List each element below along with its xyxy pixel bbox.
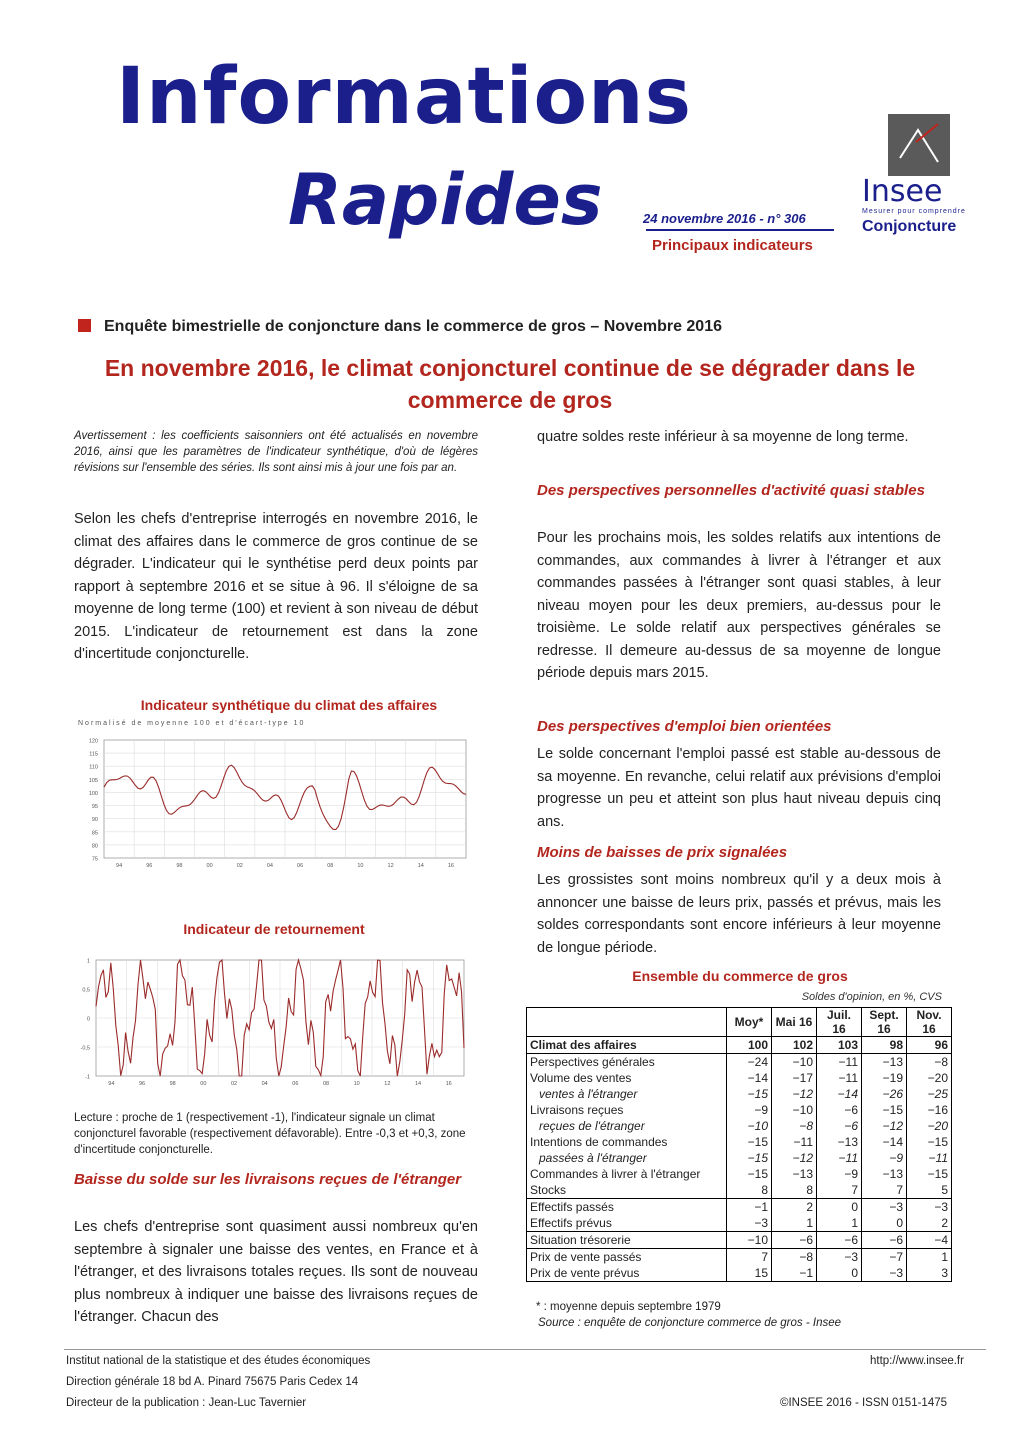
- logo-series: Conjoncture: [862, 218, 957, 235]
- y-tick-label: 85: [91, 830, 98, 837]
- row-value: 0: [862, 1215, 907, 1232]
- chart2-title: Indicateur de retournement: [183, 921, 365, 937]
- row-value: −3: [907, 1199, 952, 1216]
- row-value: −9: [817, 1166, 862, 1182]
- y-tick-label: -1: [85, 1074, 90, 1081]
- x-tick-label: 06: [297, 863, 304, 869]
- row-value: −6: [817, 1118, 862, 1134]
- row-value: −15: [727, 1086, 772, 1102]
- row-value: −16: [907, 1102, 952, 1118]
- masthead-subtitle: Rapides: [288, 159, 603, 241]
- row-value: −9: [727, 1102, 772, 1118]
- row-value: −15: [907, 1134, 952, 1150]
- row-label: Prix de vente prévus: [527, 1265, 727, 1282]
- x-tick-label: 12: [387, 863, 394, 869]
- table-row: [527, 1232, 952, 1249]
- table-header-cell: Moy*: [727, 1008, 772, 1037]
- row-value: −15: [907, 1166, 952, 1182]
- row-label: reçues de l'étranger: [527, 1118, 727, 1134]
- x-tick-label: 96: [138, 1081, 146, 1087]
- table-row: [527, 1199, 952, 1216]
- row-value: −15: [727, 1166, 772, 1182]
- series-label: Principaux indicateurs: [652, 237, 813, 254]
- row-label: Effectifs passés: [527, 1199, 727, 1216]
- y-tick-label: 110: [89, 764, 98, 771]
- y-tick-label: 115: [89, 751, 98, 758]
- footer-rule: [64, 1349, 986, 1350]
- section-heading-prix: Moins de baisses de prix signalées: [537, 844, 788, 861]
- row-value: −13: [772, 1166, 817, 1182]
- table-header-cell: Nov. 16: [907, 1008, 952, 1037]
- row-value: −10: [772, 1102, 817, 1118]
- logo-name: Insee: [862, 174, 943, 209]
- x-tick-label: 16: [445, 1081, 452, 1087]
- indicators-table: [526, 1007, 952, 1282]
- paragraph-livraisons: Les chefs d'entreprise sont quasiment aussi nombreux qu'en septembre à signaler une baisse des ventes, en France et à l'étranger, et des livraisons totales reçues. Ils sont de nouveau plus nombreux à indiquer une baisse des livraisons reçues de l'étranger. Chacun des: [74, 1219, 478, 1325]
- row-value: −6: [817, 1102, 862, 1118]
- paragraph-prix: Les grossistes sont moins nombreux qu'il y a deux mois à annoncer une baisse de leurs prix, passés et prévus, mais les soldes correspondants sont encore inférieurs à leur moyenne de longue période.: [537, 872, 941, 956]
- row-value: −12: [772, 1086, 817, 1102]
- x-tick-label: 14: [414, 1081, 422, 1087]
- x-tick-label: 12: [384, 1081, 391, 1087]
- y-tick-label: -0,5: [80, 1045, 90, 1052]
- x-tick-label: 94: [116, 863, 123, 869]
- row-value: −24: [727, 1054, 772, 1071]
- row-value: −3: [862, 1199, 907, 1216]
- x-tick-label: 06: [292, 1081, 299, 1087]
- row-value: −3: [727, 1215, 772, 1232]
- row-label: Intentions de commandes: [527, 1134, 727, 1150]
- row-label: Effectifs prévus: [527, 1215, 727, 1232]
- x-tick-label: 94: [108, 1081, 115, 1087]
- row-value: 0: [817, 1199, 862, 1216]
- table-footnote: * : moyenne depuis septembre 1979: [536, 1301, 721, 1313]
- table-row: [527, 1102, 952, 1118]
- x-tick-label: 98: [169, 1081, 176, 1087]
- y-tick-label: 95: [91, 804, 98, 811]
- x-tick-label: 02: [230, 1081, 238, 1087]
- row-label: Climat des affaires: [527, 1037, 727, 1054]
- y-tick-label: 105: [88, 777, 98, 784]
- row-value: −8: [772, 1249, 817, 1266]
- y-tick-label: 90: [91, 817, 98, 824]
- insee-logo-icon: [888, 114, 950, 176]
- row-value: 96: [907, 1037, 952, 1054]
- table-row: [527, 1249, 952, 1266]
- headline: En novembre 2016, le climat conjoncturel continue de se dégrader dans le commerce de gros: [104, 355, 916, 413]
- footer-url-link[interactable]: http://www.insee.fr: [870, 1355, 964, 1367]
- row-value: 5: [907, 1182, 952, 1199]
- row-value: −11: [817, 1150, 862, 1166]
- row-value: 100: [727, 1037, 772, 1054]
- footer-director: Directeur de la publication : Jean-Luc Tavernier: [66, 1397, 307, 1409]
- x-tick-label: 04: [261, 1081, 268, 1087]
- row-value: −15: [727, 1134, 772, 1150]
- intro-paragraph: Selon les chefs d'entreprise interrogés en novembre 2016, le climat des affaires dans le commerce de gros continue de se dégrader. L'indicateur qui le synthétise perd deux points par rapport à septembre 2016 et se situe à 96. Il s'éloigne de sa moyenne de long terme (100) et revient à son niveau de début 2015. L'indicateur de retournement est dans la zone d'incertitude conjoncturelle.: [74, 511, 478, 662]
- climate-indicator-chart: [74, 732, 478, 874]
- x-tick-label: 04: [266, 863, 273, 869]
- x-tick-label: 96: [146, 863, 153, 869]
- x-tick-label: 98: [176, 863, 183, 869]
- row-value: 98: [862, 1037, 907, 1054]
- table-header-row: [527, 1008, 952, 1037]
- y-tick-label: 0: [86, 1016, 90, 1023]
- y-tick-label: 1: [86, 958, 90, 965]
- row-label: Perspectives générales: [527, 1054, 727, 1071]
- issue-date: 24 novembre 2016 - n° 306: [643, 211, 806, 226]
- table-row: [527, 1134, 952, 1150]
- row-value: −4: [907, 1232, 952, 1249]
- row-label: Livraisons reçues: [527, 1102, 727, 1118]
- table-row: [527, 1086, 952, 1102]
- table-row: [527, 1265, 952, 1282]
- row-value: −12: [772, 1150, 817, 1166]
- row-label: Volume des ventes: [527, 1070, 727, 1086]
- table-header-cell: Juil. 16: [817, 1008, 862, 1037]
- row-value: −11: [907, 1150, 952, 1166]
- row-value: −12: [862, 1118, 907, 1134]
- row-value: 103: [817, 1037, 862, 1054]
- row-value: 8: [772, 1182, 817, 1199]
- row-value: −10: [772, 1054, 817, 1071]
- table-row: [527, 1054, 952, 1071]
- y-tick-label: 100: [88, 790, 98, 797]
- row-label: passées à l'étranger: [527, 1150, 727, 1166]
- table-row: [527, 1037, 952, 1054]
- table-row: [527, 1166, 952, 1182]
- row-value: 1: [817, 1215, 862, 1232]
- x-tick-label: 16: [447, 863, 454, 869]
- table-source: Source : enquête de conjoncture commerce de gros - Insee: [538, 1317, 842, 1329]
- row-value: −10: [727, 1118, 772, 1134]
- y-tick-label: 120: [88, 738, 98, 745]
- row-value: −13: [862, 1054, 907, 1071]
- footer-address: Direction générale 18 bd A. Pinard 75675 Paris Cedex 14: [66, 1376, 359, 1388]
- y-tick-label: 80: [91, 843, 98, 850]
- row-value: −11: [817, 1070, 862, 1086]
- x-tick-label: 00: [200, 1081, 207, 1087]
- row-value: −13: [862, 1166, 907, 1182]
- table-row: [527, 1150, 952, 1166]
- paragraph-emploi: Le solde concernant l'emploi passé est stable au-dessous de sa moyenne. En revanche, celui relatif aux prévisions d'emploi progresse un peu et atteint son plus haut niveau depuis cinq ans.: [537, 746, 941, 830]
- table-header-cell: Sept. 16: [862, 1008, 907, 1037]
- warning-note: Avertissement : les coefficients saisonniers ont été actualisés en novembre 2016, ainsi que les paramètres de l'indicateur synthétique, d'où de légères révisions sur l'ensemble des séries. Ils sont ainsi mis à jour une fois par an.: [74, 430, 478, 474]
- row-value: −11: [772, 1134, 817, 1150]
- x-tick-label: 10: [353, 1081, 360, 1087]
- row-value: −10: [727, 1232, 772, 1249]
- row-value: −14: [862, 1134, 907, 1150]
- table-title: Ensemble du commerce de gros: [632, 968, 848, 984]
- chart-reading-note: Lecture : proche de 1 (respectivement -1), l'indicateur signale un climat conjoncturel favorable (respectivement défavorable). Entre -0,3 et +0,3, zone d'incertitude conjoncturelle.: [74, 1112, 466, 1156]
- x-tick-label: 08: [327, 863, 334, 869]
- row-value: −1: [772, 1265, 817, 1282]
- row-value: 1: [772, 1215, 817, 1232]
- footer-institute: Institut national de la statistique et des études économiques: [66, 1355, 371, 1367]
- row-value: 102: [772, 1037, 817, 1054]
- paragraph-livraisons-continued: quatre soldes reste inférieur à sa moyenne de long terme.: [537, 429, 909, 445]
- row-value: −3: [817, 1249, 862, 1266]
- section-heading-livraisons: Baisse du solde sur les livraisons reçues de l'étranger: [74, 1171, 462, 1188]
- kicker-square-icon: [78, 319, 91, 332]
- paragraph-perspectives: Pour les prochains mois, les soldes relatifs aux intentions de commandes, aux commandes à livrer à l'étranger et aux commandes passées à l'étranger sont quasi stables, à leur niveau moyen pour les deux premiers, au-dessus pour le troisième. Le solde relatif aux perspectives générales se redresse. Il demeure au-dessus de sa moyenne de longue période depuis mars 2015.: [537, 530, 941, 681]
- x-tick-label: 10: [357, 863, 364, 869]
- row-label: Stocks: [527, 1182, 727, 1199]
- row-value: 1: [907, 1249, 952, 1266]
- table-row: [527, 1118, 952, 1134]
- row-value: −19: [862, 1070, 907, 1086]
- section-heading-emploi: Des perspectives d'emploi bien orientées: [537, 718, 832, 735]
- chart1-title: Indicateur synthétique du climat des affaires: [140, 697, 438, 713]
- row-label: Prix de vente passés: [527, 1249, 727, 1266]
- x-tick-label: 08: [322, 1081, 330, 1087]
- row-value: −26: [862, 1086, 907, 1102]
- row-value: −20: [907, 1070, 952, 1086]
- row-value: 2: [772, 1199, 817, 1216]
- row-value: −8: [772, 1118, 817, 1134]
- row-value: 8: [727, 1182, 772, 1199]
- row-value: 0: [817, 1265, 862, 1282]
- row-value: −25: [907, 1086, 952, 1102]
- row-value: −14: [817, 1086, 862, 1102]
- row-value: −3: [862, 1265, 907, 1282]
- row-value: −8: [907, 1054, 952, 1071]
- row-value: −6: [862, 1232, 907, 1249]
- row-value: 3: [907, 1265, 952, 1282]
- table-header-blank: [527, 1008, 727, 1037]
- row-value: −14: [727, 1070, 772, 1086]
- row-value: −20: [907, 1118, 952, 1134]
- footer-issn: ©INSEE 2016 - ISSN 0151-1475: [780, 1397, 948, 1409]
- row-value: −7: [862, 1249, 907, 1266]
- row-value: −15: [862, 1102, 907, 1118]
- row-value: −6: [817, 1232, 862, 1249]
- row-value: 7: [727, 1249, 772, 1266]
- row-value: 7: [862, 1182, 907, 1199]
- table-header-cell: Mai 16: [772, 1008, 817, 1037]
- y-tick-label: 0,5: [82, 987, 90, 994]
- row-value: 15: [727, 1265, 772, 1282]
- row-value: −9: [862, 1150, 907, 1166]
- table-row: [527, 1070, 952, 1086]
- table-row: [527, 1215, 952, 1232]
- row-value: 2: [907, 1215, 952, 1232]
- turning-point-chart: [74, 952, 478, 1092]
- row-value: −17: [772, 1070, 817, 1086]
- logo-tagline: Mesurer pour comprendre: [862, 208, 966, 215]
- row-value: −15: [727, 1150, 772, 1166]
- table-units: Soldes d'opinion, en %, CVS: [801, 991, 942, 1003]
- chart1-subtitle: Normalisé de moyenne 100 et d'écart-type 10: [78, 720, 306, 727]
- masthead-title: Informations: [116, 52, 693, 142]
- row-label: ventes à l'étranger: [527, 1086, 727, 1102]
- row-value: −1: [727, 1199, 772, 1216]
- row-value: −6: [772, 1232, 817, 1249]
- table-row: [527, 1182, 952, 1199]
- x-tick-label: 00: [206, 863, 213, 869]
- kicker: Enquête bimestrielle de conjoncture dans le commerce de gros – Novembre 2016: [104, 318, 722, 335]
- row-label: Situation trésorerie: [527, 1232, 727, 1249]
- header-rule: [646, 229, 834, 231]
- row-value: 7: [817, 1182, 862, 1199]
- x-tick-label: 02: [236, 863, 243, 869]
- y-tick-label: 75: [91, 856, 98, 863]
- row-label: Commandes à livrer à l'étranger: [527, 1166, 727, 1182]
- row-value: −13: [817, 1134, 862, 1150]
- row-value: −11: [817, 1054, 862, 1071]
- x-tick-label: 14: [417, 863, 424, 869]
- section-heading-perspectives: Des perspectives personnelles d'activité quasi stables: [537, 482, 925, 499]
